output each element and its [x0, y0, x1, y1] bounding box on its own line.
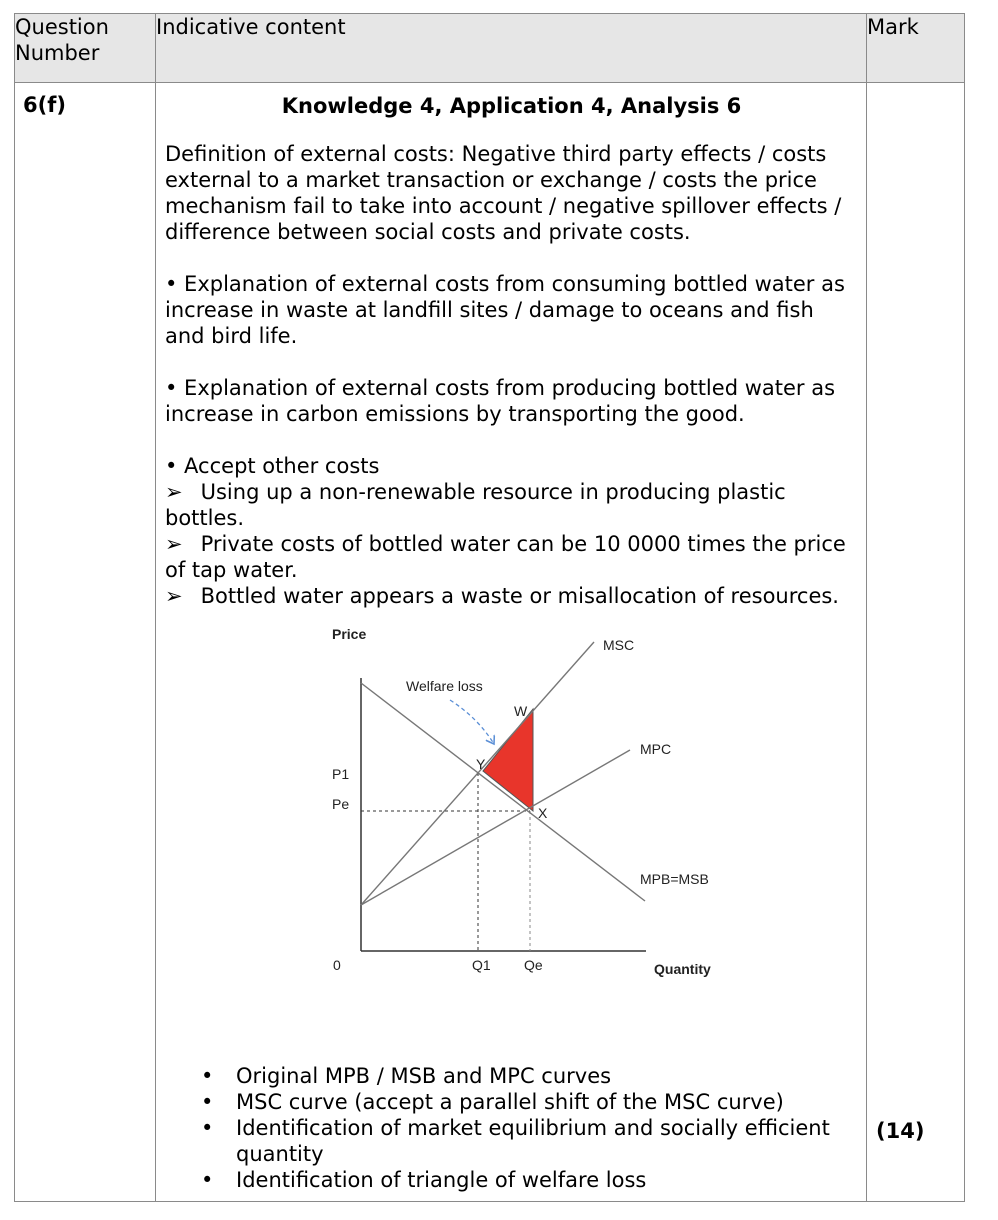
point-y-label: Y [476, 756, 486, 772]
arrow-icon: ➢ [165, 532, 183, 556]
definition-text: Definition of external costs: Negative third party effects / costs external to a market transaction or exchange / costs the price mechanism fail to take into account / negative spillover effects / difference between social costs and private costs. [165, 142, 842, 244]
pe-tick-label: Pe [332, 796, 350, 812]
mpc-label: MPC [640, 741, 672, 757]
mark-scheme-table [14, 13, 965, 1202]
y-axis-label: Price [332, 626, 367, 642]
header-question-number: Question Number [15, 14, 156, 83]
welfare-loss-annotation: Welfare loss [406, 678, 483, 694]
bullet-production: • Explanation of external costs from producing bottled water as increase in carbon emissions by transporting the good. [165, 376, 836, 426]
point-w-label: W [514, 703, 528, 719]
mark-cell [867, 83, 965, 1202]
indicative-content-cell [156, 83, 867, 1202]
x-axis-label: Quantity [654, 961, 711, 977]
bullet-icon: • [201, 1116, 214, 1140]
arrow-item: ➢ Using up a non-renewable resource in producing plastic bottles. [165, 480, 786, 530]
mark-value: (14) [876, 1119, 925, 1143]
point-x-label: X [538, 805, 548, 821]
bullet-icon: • [201, 1064, 214, 1088]
bullet-icon: • [201, 1168, 214, 1192]
header-mark: Mark [867, 14, 965, 83]
bullet-other-costs: • Accept other costs [165, 454, 380, 478]
criteria-item: • Identification of triangle of welfare loss [201, 1168, 647, 1192]
question-number: 6(f) [15, 83, 156, 1202]
criteria-item: • MSC curve (accept a parallel shift of the MSC curve) [201, 1090, 784, 1114]
arrow-item: ➢ Private costs of bottled water can be 10 0000 times the price of tap water. [165, 532, 846, 582]
bullet-icon: • [201, 1090, 214, 1114]
origin-label: 0 [333, 957, 341, 973]
mpb-msb-label: MPB=MSB [640, 871, 709, 887]
question-row [15, 83, 965, 1202]
msc-label: MSC [603, 637, 635, 653]
arrow-icon: ➢ [165, 584, 183, 608]
bullet-consumption: • Explanation of external costs from consuming bottled water as increase in waste at landfill sites / damage to oceans and fish and bird life. [165, 272, 845, 348]
externality-diagram [328, 623, 758, 1003]
arrow-item: ➢ Bottled water appears a waste or misallocation of resources. [165, 584, 839, 608]
header-indicative-content: Indicative content [156, 14, 867, 83]
header-row [15, 14, 965, 83]
q1-tick-label: Q1 [472, 957, 491, 973]
p1-tick-label: P1 [332, 766, 350, 782]
criteria-item: • Original MPB / MSB and MPC curves [201, 1064, 612, 1088]
welfare-loss-arrow [450, 700, 494, 744]
assessment-levels: Knowledge 4, Application 4, Analysis 6 [281, 94, 742, 118]
marking-criteria-list [165, 1063, 858, 1193]
qe-tick-label: Qe [524, 957, 543, 973]
arrow-icon: ➢ [165, 480, 183, 504]
diagram-svg [328, 623, 758, 1003]
criteria-item: • Identification of market equilibrium and socially efficient quantity [201, 1116, 830, 1166]
demand-curve [361, 683, 645, 901]
